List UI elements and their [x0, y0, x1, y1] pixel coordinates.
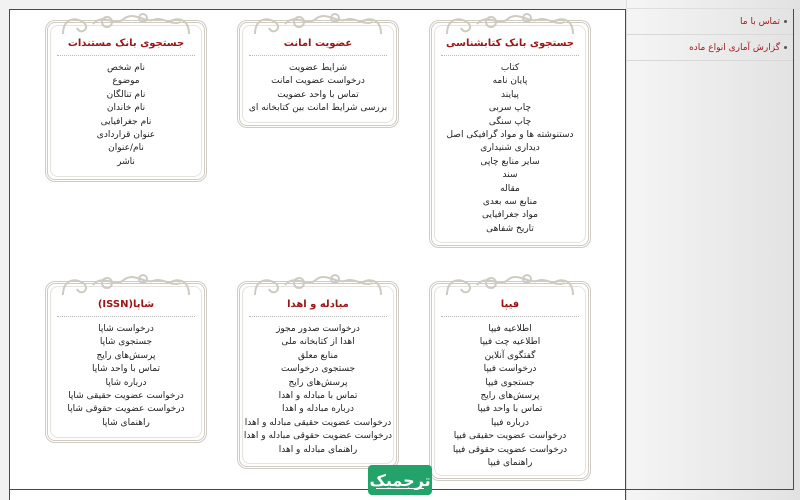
card-link[interactable]: درخواست عضویت حقیقی شاپا: [68, 390, 184, 401]
ornament-icon: [43, 271, 209, 297]
card-title: فیپا: [500, 299, 520, 310]
sidebar-item-material-stats-report[interactable]: [627, 35, 795, 61]
card-link[interactable]: اهدا از کتابخانه ملی: [281, 337, 355, 348]
bullet-icon: [784, 20, 787, 23]
card-link-list: [427, 62, 593, 236]
sidebar-item-contact-us[interactable]: [627, 9, 795, 35]
card-link-list: [43, 62, 209, 169]
sidebar: [626, 0, 800, 500]
card-membership-loan: [235, 10, 401, 128]
card-link-list: [235, 62, 401, 116]
card-link[interactable]: دیداری شنیداری: [480, 143, 540, 154]
card-link[interactable]: بررسی شرایط امانت بین کتابخانه ای: [248, 103, 388, 114]
card-link[interactable]: چاپ سنگی: [488, 116, 532, 127]
card-link[interactable]: دستنوشته ها و مواد گرافیکی اصل: [446, 129, 574, 140]
card-link[interactable]: درخواست عضویت حقوقی مبادله و اهدا: [243, 431, 393, 442]
card-link[interactable]: اطلاعیه چت فیپا: [479, 337, 541, 348]
card-title: شاپا(ISSN): [97, 299, 155, 310]
divider: [249, 55, 387, 56]
card-exchange-donation: [235, 271, 401, 469]
card-link[interactable]: کتاب: [500, 63, 520, 73]
divider: [57, 316, 195, 317]
card-link[interactable]: درخواست عضویت حقوقی شاپا: [67, 404, 185, 415]
card-link[interactable]: منابع معلق: [297, 350, 339, 361]
card-link[interactable]: جستجوی فیپا: [485, 377, 535, 388]
card-link[interactable]: نام/عنوان: [108, 143, 144, 154]
card-link[interactable]: راهنمای مبادله و اهدا: [278, 444, 358, 455]
card-link[interactable]: درخواست فیپا: [483, 364, 537, 375]
card-link[interactable]: درخواست صدور مجوز: [276, 324, 360, 334]
ornament-icon: [427, 271, 593, 297]
card-link[interactable]: پایان نامه: [492, 76, 528, 87]
card-link-list: [427, 323, 593, 470]
sidebar-menu: [627, 9, 795, 61]
card-link[interactable]: گفتگوی آنلاین: [484, 350, 536, 361]
card-title: جستجوی بانک مستندات: [67, 38, 185, 49]
card-link-list: [43, 323, 209, 430]
card-link[interactable]: تاریخ شفاهی: [486, 223, 534, 234]
card-link[interactable]: مقاله: [500, 183, 520, 194]
card-link[interactable]: اطلاعیه فیپا: [488, 324, 532, 334]
card-link[interactable]: تماس با مبادله و اهدا: [278, 390, 358, 401]
sidebar-top-strip: [627, 0, 800, 9]
card-link[interactable]: چاپ سربی: [488, 103, 532, 114]
divider: [441, 316, 579, 317]
card-link[interactable]: درخواست عضویت حقیقی مبادله و اهدا: [244, 417, 392, 428]
card-link[interactable]: نام جغرافیایی: [100, 116, 152, 127]
badge-underline: [376, 488, 424, 489]
card-link[interactable]: درخواست عضویت حقیقی فیپا: [453, 431, 567, 442]
ornament-icon: [427, 10, 593, 36]
card-link[interactable]: تماس با واحد شاپا: [92, 364, 160, 375]
card-link-list: [235, 323, 401, 457]
ornament-icon: [235, 271, 401, 297]
card-link[interactable]: درباره مبادله و اهدا: [282, 404, 354, 415]
card-link[interactable]: جستجوی شاپا: [99, 337, 153, 348]
bullet-icon: [784, 46, 787, 49]
sidebar-item-label: گزارش آماری انواع ماده: [689, 42, 780, 53]
divider: [441, 55, 579, 56]
card-link[interactable]: راهنمای فیپا: [487, 457, 533, 468]
card-link[interactable]: راهنمای شاپا: [102, 417, 150, 428]
card-link[interactable]: پرسش‌های رایج: [96, 350, 156, 361]
card-link[interactable]: موضوع: [112, 76, 140, 87]
card-link[interactable]: شرایط عضویت: [288, 63, 348, 73]
card-link[interactable]: درخواست شاپا: [98, 324, 154, 334]
card-link[interactable]: درخواست عضویت حقوقی فیپا: [452, 444, 568, 455]
card-link[interactable]: درباره شاپا: [105, 377, 147, 388]
card-link[interactable]: تماس با واحد فیپا: [477, 404, 543, 415]
card-link[interactable]: درخواست عضویت امانت: [271, 76, 365, 87]
card-link[interactable]: نام شخص: [106, 63, 146, 73]
card-link[interactable]: نام تنالگان: [106, 89, 146, 100]
badge-label: ترجمیک: [369, 470, 431, 490]
card-link[interactable]: ناشر: [117, 156, 135, 167]
card-issn: [43, 271, 209, 443]
card-bibliographic-search: [427, 10, 593, 248]
card-link[interactable]: نام خاندان: [106, 103, 146, 114]
card-authority-search: [43, 10, 209, 182]
card-link[interactable]: تماس با واحد عضویت: [277, 89, 359, 100]
card-link[interactable]: پرسش‌های رایج: [288, 377, 348, 388]
ornament-icon: [43, 10, 209, 36]
card-link[interactable]: عنوان قراردادی: [96, 129, 156, 140]
card-title: مبادله و اهدا: [287, 299, 349, 310]
card-title: جستجوی بانک کتابشناسی: [446, 38, 574, 49]
card-fipa: [427, 271, 593, 481]
card-link[interactable]: مواد جغرافیایی: [482, 210, 538, 221]
card-link[interactable]: پیایند: [501, 89, 519, 100]
divider: [249, 316, 387, 317]
ornament-icon: [235, 10, 401, 36]
card-link[interactable]: سند: [502, 170, 518, 181]
watermark-badge: [368, 465, 432, 495]
card-title: عضویت امانت: [283, 38, 353, 49]
sidebar-item-label: تماس با ما: [740, 16, 780, 27]
card-link[interactable]: جستجوی درخواست: [280, 364, 356, 375]
card-link[interactable]: سایر منابع چاپی: [480, 156, 540, 167]
card-link[interactable]: درباره فیپا: [491, 417, 529, 428]
card-link[interactable]: پرسش‌های رایج: [480, 390, 540, 401]
divider: [57, 55, 195, 56]
card-link[interactable]: منابع سه بعدی: [482, 196, 538, 207]
